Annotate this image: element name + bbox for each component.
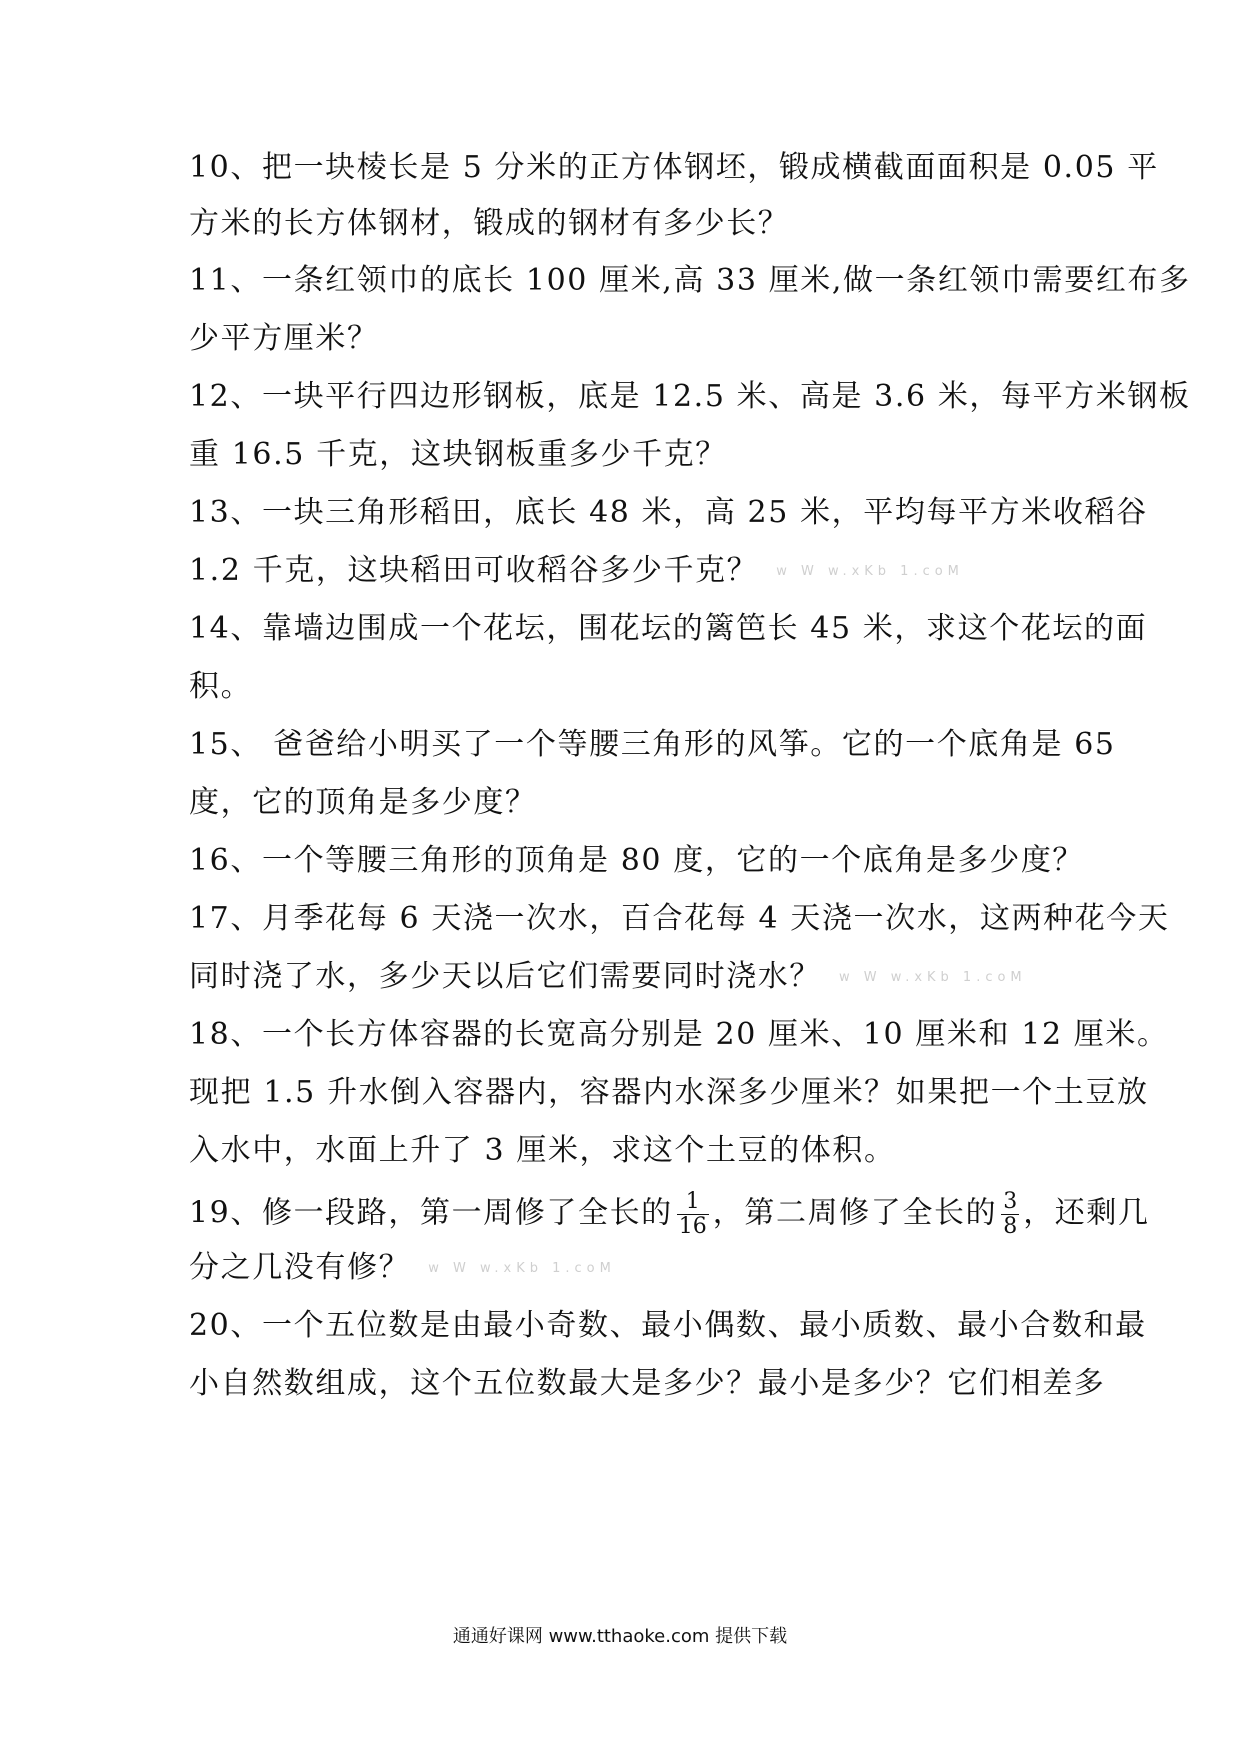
problem-19-text-a: 19、修一段路，第一周修了全长的 xyxy=(189,1195,673,1231)
watermark: w W w.xKb 1.coM xyxy=(776,564,964,579)
problem-17-line-2 xyxy=(189,959,1027,996)
problem-12-line-1: 12、一块平行四边形钢板，底是 12.5 米、高是 3.6 米，每平方米钢板 xyxy=(189,379,1191,414)
problem-19-text-b: ，第二周修了全长的 xyxy=(712,1195,998,1231)
problem-13-line-2 xyxy=(189,553,964,590)
problem-20-line-1: 20、一个五位数是由最小奇数、最小偶数、最小质数、最小合数和最 xyxy=(189,1308,1147,1343)
problem-12-line-2: 重 16.5 千克，这块钢板重多少千克？ xyxy=(189,437,727,472)
problem-10-line-2: 方米的长方体钢材，锻成的钢材有多少长？ xyxy=(189,206,790,241)
problem-13-line-1: 13、一块三角形稻田，底长 48 米，高 25 米，平均每平方米收稻谷 xyxy=(189,495,1148,530)
fraction-three-eighths xyxy=(1001,1190,1019,1239)
fraction-numerator: 3 xyxy=(1003,1189,1018,1214)
watermark: w W w.xKb 1.coM xyxy=(428,1261,616,1276)
problem-14-line-2: 积。 xyxy=(189,669,253,704)
problem-18-line-2: 现把 1.5 升水倒入容器内，容器内水深多少厘米？如果把一个土豆放 xyxy=(189,1075,1149,1110)
problem-11-line-1: 11、一条红领巾的底长 100 厘米,高 33 厘米,做一条红领巾需要红布多 xyxy=(189,263,1191,298)
fraction-one-sixteenth xyxy=(677,1190,709,1239)
page-footer: 通通好课网 www.tthaoke.com 提供下载 xyxy=(452,1626,788,1647)
problem-19-line-2-text: 分之几没有修？ xyxy=(189,1250,411,1285)
problem-11-line-2: 少平方厘米？ xyxy=(189,321,379,356)
problem-18-line-1: 18、一个长方体容器的长宽高分别是 20 厘米、10 厘米和 12 厘米。 xyxy=(189,1017,1169,1052)
problem-14-line-1: 14、靠墙边围成一个花坛，围花坛的篱笆长 45 米，求这个花坛的面 xyxy=(189,611,1148,646)
problem-10-line-1: 10、把一块棱长是 5 分米的正方体钢坯，锻成横截面面积是 0.05 平 xyxy=(189,150,1159,185)
problem-20-line-2: 小自然数组成，这个五位数最大是多少？最小是多少？它们相差多 xyxy=(189,1366,1106,1401)
problem-16-line-1: 16、一个等腰三角形的顶角是 80 度，它的一个底角是多少度？ xyxy=(189,843,1085,878)
problem-18-line-3: 入水中，水面上升了 3 厘米，求这个土豆的体积。 xyxy=(189,1133,896,1168)
problem-17-line-2-text: 同时浇了水，多少天以后它们需要同时浇水？ xyxy=(189,959,821,994)
problem-19-text-c: ，还剩几 xyxy=(1023,1195,1150,1231)
fraction-denominator: 16 xyxy=(678,1214,707,1239)
fraction-denominator: 8 xyxy=(1003,1214,1018,1239)
problem-17-line-1: 17、月季花每 6 天浇一次水，百合花每 4 天浇一次水，这两种花今天 xyxy=(189,901,1170,936)
watermark: w W w.xKb 1.coM xyxy=(839,970,1027,985)
problem-19-line-2 xyxy=(189,1250,616,1287)
fraction-numerator: 1 xyxy=(677,1190,709,1215)
problem-13-line-2-text: 1.2 千克，这块稻田可收稻谷多少千克？ xyxy=(189,553,759,588)
problem-19-line-1 xyxy=(189,1190,1150,1239)
problem-15-line-1: 15、 爸爸给小明买了一个等腰三角形的风筝。它的一个底角是 65 xyxy=(189,727,1116,762)
problem-15-line-2: 度，它的顶角是多少度？ xyxy=(189,785,537,820)
